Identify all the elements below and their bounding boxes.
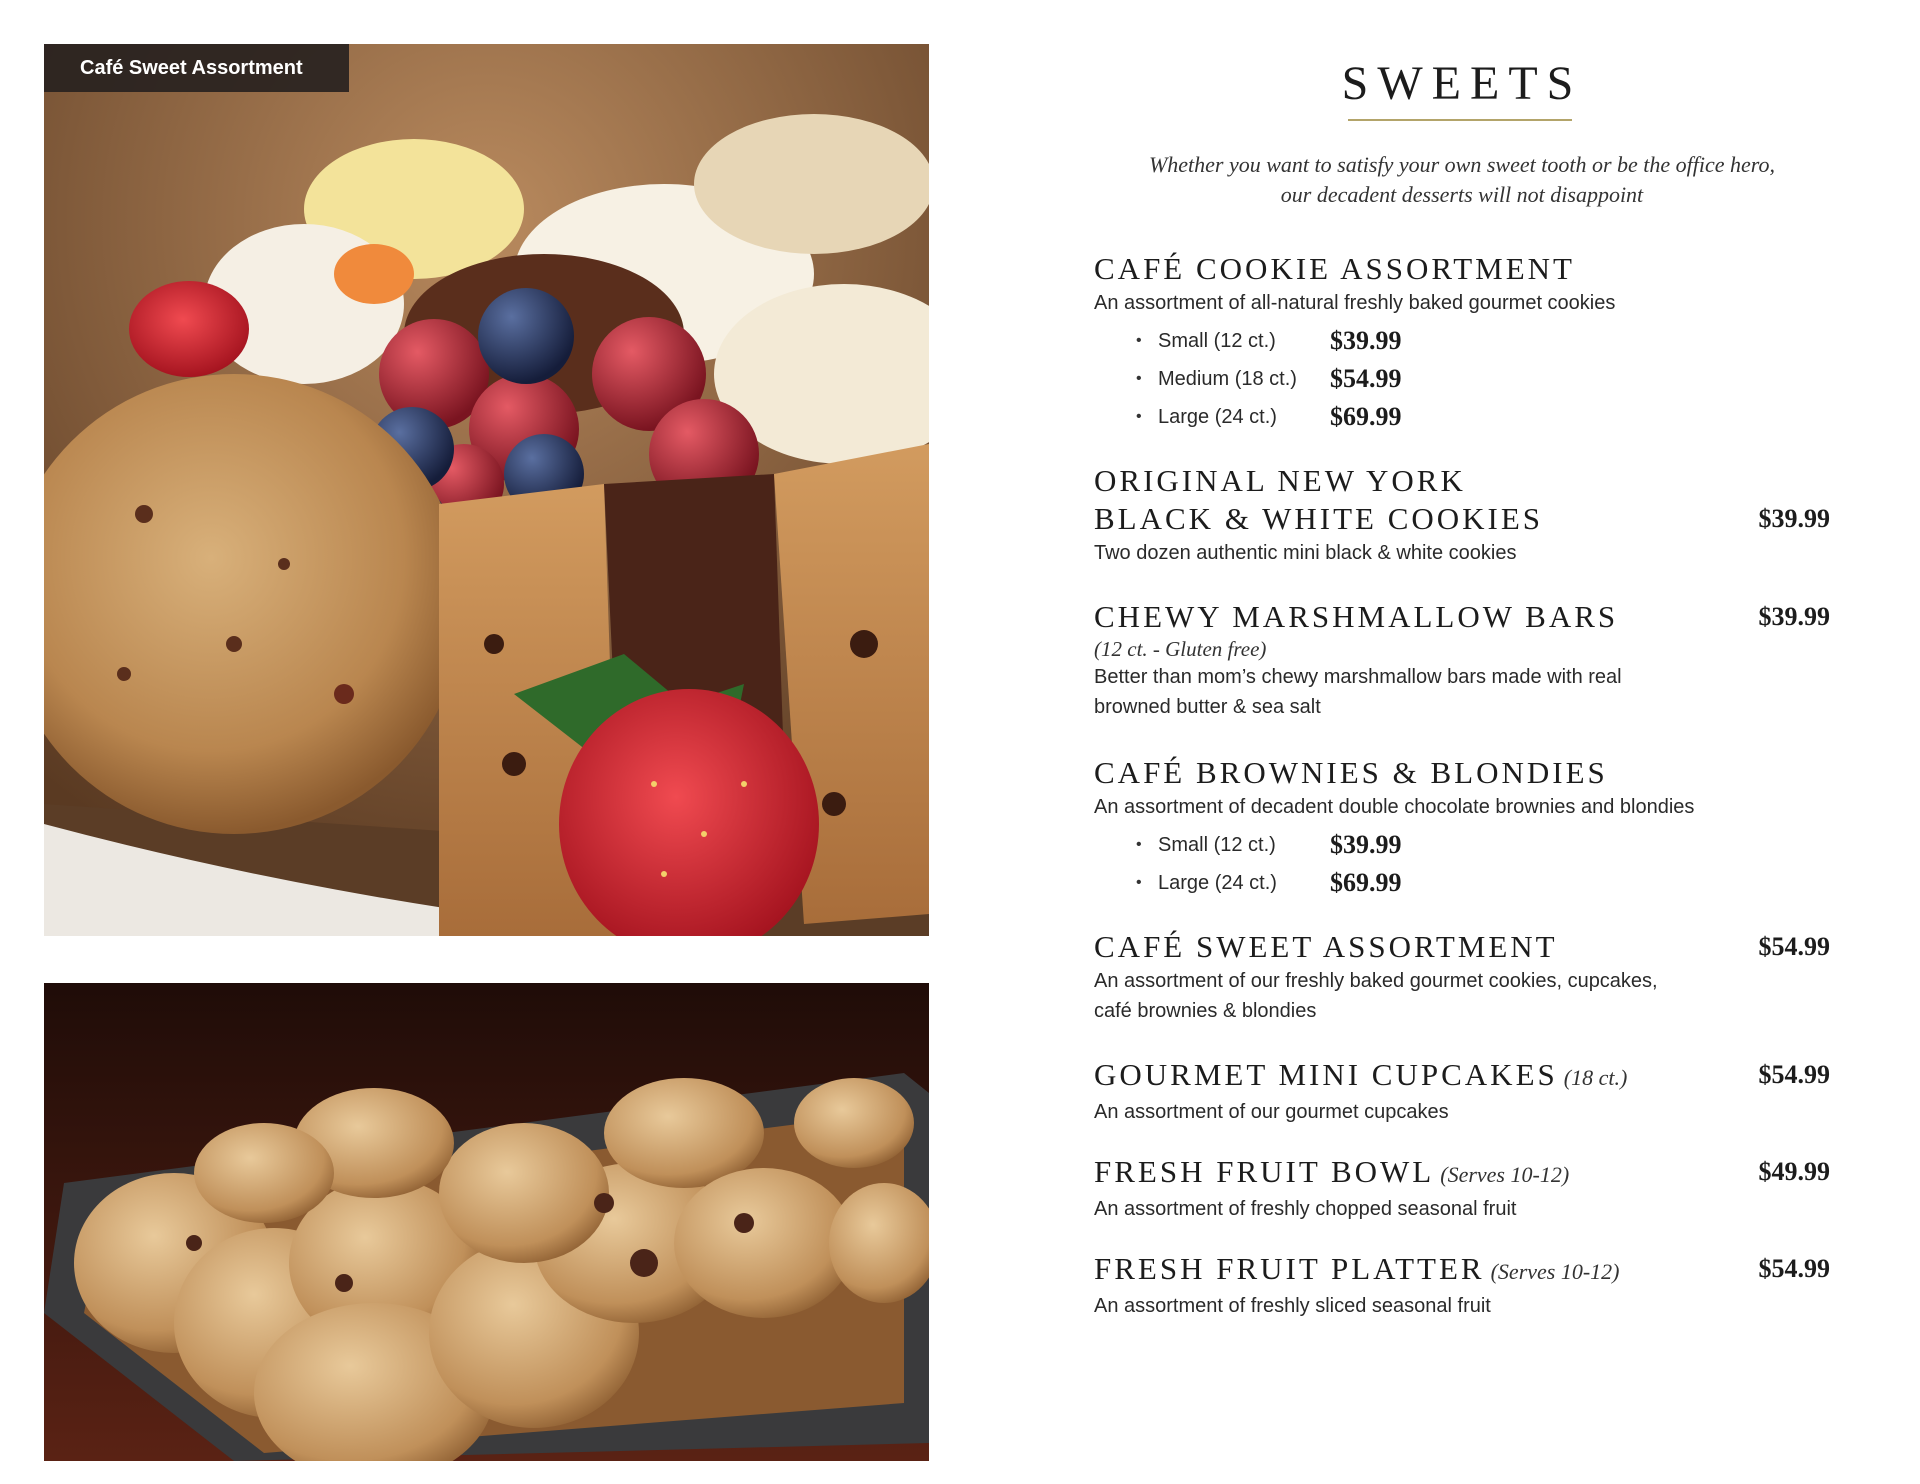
- option-label: Small (12 ct.): [1158, 329, 1276, 352]
- item-qualifier: (Serves 10-12): [1440, 1162, 1570, 1187]
- bullet-icon: •: [1136, 332, 1142, 349]
- size-option: [1136, 360, 1830, 398]
- item-name: CAFÉ COOKIE ASSORTMENT: [1094, 251, 1575, 286]
- item-price: $39.99: [1758, 602, 1830, 631]
- item-name: [1094, 1153, 1830, 1194]
- item-name: CAFÉ SWEET ASSORTMENT: [1094, 929, 1558, 964]
- photo-caption: Café Sweet Assortment: [44, 44, 349, 92]
- item-description: An assortment of freshly sliced seasonal fruit: [1094, 1295, 1491, 1317]
- menu-item-brownies-blondies: [1094, 754, 1830, 902]
- item-qualifier: (18 ct.): [1563, 1065, 1628, 1090]
- cookie-tray-photo: [44, 983, 929, 1461]
- size-option: [1136, 322, 1830, 360]
- size-option: [1136, 398, 1830, 436]
- menu-item-cookie-assortment: [1094, 250, 1830, 436]
- option-price: $39.99: [1330, 830, 1402, 859]
- menu-item-marshmallow-bars: [1094, 598, 1830, 722]
- option-label: Medium (18 ct.): [1158, 367, 1297, 390]
- item-name-line-2: BLACK & WHITE COOKIES: [1094, 501, 1544, 536]
- menu-title: SWEETS: [1341, 57, 1583, 110]
- item-price: $39.99: [1758, 504, 1830, 533]
- size-options: [1094, 826, 1830, 902]
- menu-intro: [1094, 150, 1830, 210]
- item-description: An assortment of freshly chopped seasonal fruit: [1094, 1198, 1517, 1220]
- menu-item-mini-cupcakes: [1094, 1056, 1830, 1127]
- item-qualifier: (Serves 10-12): [1490, 1259, 1620, 1284]
- menu-item-fruit-platter: [1094, 1250, 1830, 1321]
- intro-line-1: Whether you want to satisfy your own sweet tooth or be the office hero,: [1148, 152, 1776, 177]
- item-price: $54.99: [1758, 932, 1830, 961]
- bullet-icon: •: [1136, 408, 1142, 425]
- item-name-text: GOURMET MINI CUPCAKES: [1094, 1057, 1558, 1092]
- intro-line-2: our decadent desserts will not disappoint: [1280, 182, 1644, 207]
- option-label: Small (12 ct.): [1158, 833, 1276, 856]
- option-price: $69.99: [1330, 868, 1402, 897]
- item-price: $54.99: [1758, 1254, 1830, 1283]
- item-name: [1094, 1250, 1830, 1291]
- option-price: $39.99: [1330, 326, 1402, 355]
- item-description: An assortment of all-natural freshly baked gourmet cookies: [1094, 292, 1616, 314]
- item-description-line-1: An assortment of our freshly baked gourmet cookies, cupcakes,: [1094, 970, 1658, 992]
- option-price: $69.99: [1330, 402, 1402, 431]
- item-name-text: FRESH FRUIT BOWL: [1094, 1154, 1435, 1189]
- menu-item-black-white-cookies: [1094, 462, 1830, 568]
- item-description: An assortment of decadent double chocolate brownies and blondies: [1094, 796, 1695, 818]
- item-description-line-2: browned butter & sea salt: [1094, 696, 1321, 718]
- item-description: An assortment of our gourmet cupcakes: [1094, 1101, 1449, 1123]
- item-description: Two dozen authentic mini black & white cookies: [1094, 542, 1517, 564]
- item-name: [1094, 1056, 1830, 1097]
- bullet-icon: •: [1136, 370, 1142, 387]
- bullet-icon: •: [1136, 836, 1142, 853]
- item-name-text: FRESH FRUIT PLATTER: [1094, 1251, 1485, 1286]
- option-label: Large (24 ct.): [1158, 871, 1277, 894]
- size-options: [1094, 322, 1830, 436]
- item-name-line-1: ORIGINAL NEW YORK: [1094, 463, 1466, 498]
- sweet-assortment-illustration: [44, 44, 929, 936]
- item-description-line-2: café brownies & blondies: [1094, 1000, 1317, 1022]
- size-option: [1136, 864, 1830, 902]
- item-description-line-1: Better than mom’s chewy marshmallow bars made with real: [1094, 666, 1622, 688]
- option-price: $54.99: [1330, 364, 1402, 393]
- sweet-assortment-photo: [44, 44, 929, 936]
- option-label: Large (24 ct.): [1158, 405, 1277, 428]
- cookie-tray-illustration: [44, 983, 929, 1461]
- item-price: $49.99: [1758, 1157, 1830, 1186]
- item-price: $54.99: [1758, 1060, 1830, 1089]
- item-note: (12 ct. - Gluten free): [1094, 637, 1267, 661]
- bullet-icon: •: [1136, 874, 1142, 891]
- item-name: CAFÉ BROWNIES & BLONDIES: [1094, 755, 1608, 790]
- item-name: CHEWY MARSHMALLOW BARS: [1094, 599, 1619, 634]
- menu-item-sweet-assortment: [1094, 928, 1830, 1026]
- title-divider: [1348, 119, 1572, 121]
- menu-item-fruit-bowl: [1094, 1153, 1830, 1224]
- size-option: [1136, 826, 1830, 864]
